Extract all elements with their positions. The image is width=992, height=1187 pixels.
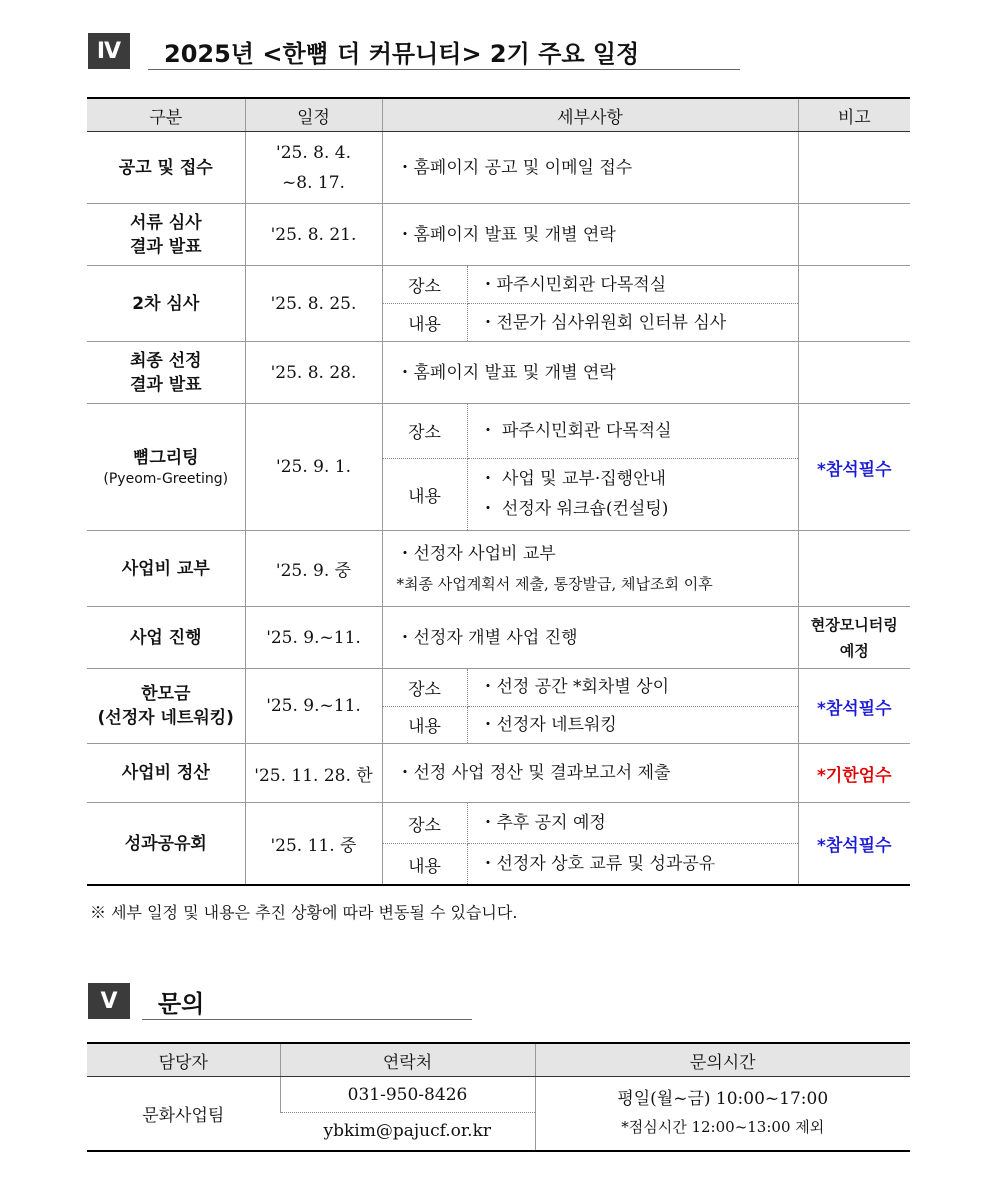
category-line: 뼘그리팅 <box>132 448 199 468</box>
row-category <box>87 404 245 531</box>
contact-table <box>87 1042 910 1152</box>
place-value: ・파주시민회관 다목적실 <box>467 266 798 304</box>
category-line: 한모금 <box>141 684 191 704</box>
section-5-heading <box>88 983 488 1021</box>
place-label: 장소 <box>383 803 468 844</box>
content-value <box>467 458 798 530</box>
header-hours: 문의시간 <box>535 1043 910 1077</box>
date-line: ~8. 17. <box>282 172 345 193</box>
remark-line: 현장모니터링 <box>810 615 898 634</box>
row-category: 사업 진행 <box>87 607 245 669</box>
required-attendance-badge: *참석필수 <box>798 404 910 531</box>
deadline-badge: *기한엄수 <box>798 744 910 803</box>
required-attendance-badge: *참석필수 <box>798 803 910 886</box>
row-date: '25. 11. 28. 한 <box>245 744 382 803</box>
place-value: ・선정 공간 *회차별 상이 <box>467 669 798 706</box>
row-date: '25. 11. 중 <box>245 803 382 886</box>
row-date: '25. 9.~11. <box>245 669 382 744</box>
row-detail <box>382 669 798 744</box>
required-attendance-badge: *참석필수 <box>798 669 910 744</box>
row-detail: ・홈페이지 공고 및 이메일 접수 <box>382 132 798 204</box>
category-english: (Pyeom-Greeting) <box>103 471 229 487</box>
row-category <box>87 204 245 266</box>
row-detail: ・홈페이지 발표 및 개별 연락 <box>382 204 798 266</box>
table-row <box>87 744 910 803</box>
row-detail: ・선정자 개별 사업 진행 <box>382 607 798 669</box>
row-date: '25. 8. 21. <box>245 204 382 266</box>
schedule-footnote: ※ 세부 일정 및 내용은 추진 상황에 따라 변동될 수 있습니다. <box>90 903 518 922</box>
row-remark <box>798 132 910 204</box>
remark-line: 예정 <box>839 641 869 660</box>
detail-subtable <box>383 669 798 743</box>
table-row <box>87 342 910 404</box>
section-4-underline <box>148 69 740 70</box>
category-line: 최종 선정 <box>129 350 202 371</box>
row-remark <box>798 266 910 342</box>
content-label: 내용 <box>383 458 468 530</box>
row-detail: ・선정 사업 정산 및 결과보고서 제출 <box>382 744 798 803</box>
row-date: '25. 8. 28. <box>245 342 382 404</box>
content-label: 내용 <box>383 304 468 342</box>
content-label: 내용 <box>383 844 468 885</box>
section-4-heading <box>88 33 748 71</box>
content-value: ・전문가 심사위원회 인터뷰 심사 <box>479 312 727 333</box>
row-detail: ・홈페이지 발표 및 개별 연락 <box>382 342 798 404</box>
lunch-note: *점심시간 12:00~13:00 제외 <box>621 1118 825 1137</box>
date-line: '25. 8. 4. <box>276 142 351 163</box>
header-date: 일정 <box>245 98 382 132</box>
row-detail <box>382 803 798 886</box>
row-category: 공고 및 접수 <box>87 132 245 204</box>
table-row <box>87 266 910 342</box>
section-5-number: Ⅴ <box>88 983 130 1019</box>
detail-subtable <box>383 404 798 530</box>
section-4-title: 2025년 <한뼘 더 커뮤니티> 2기 주요 일정 <box>164 39 640 68</box>
place-label: 장소 <box>383 669 468 706</box>
section-5-title: 문의 <box>158 989 205 1018</box>
content-line: ・ 사업 및 교부·집행안내 <box>479 469 666 490</box>
content-value: ・선정자 상호 교류 및 성과공유 <box>479 854 716 874</box>
row-remark <box>798 342 910 404</box>
row-remark <box>798 204 910 266</box>
category-line: 서류 심사 <box>129 212 202 233</box>
place-value: ・추후 공지 예정 <box>467 803 798 844</box>
header-remarks: 비고 <box>798 98 910 132</box>
header-manager: 담당자 <box>87 1043 280 1077</box>
header-category: 구분 <box>87 98 245 132</box>
row-category: 사업비 교부 <box>87 531 245 607</box>
contact-phone: 031-950-8426 <box>280 1077 535 1113</box>
row-detail <box>382 266 798 342</box>
header-contact: 연락처 <box>280 1043 535 1077</box>
place-value: ・ 파주시민회관 다목적실 <box>467 404 798 458</box>
category-line: (선정자 네트워킹) <box>97 708 234 728</box>
content-line: ・ 선정자 워크숍(컨설팅) <box>479 499 669 520</box>
detail-subtable <box>383 266 798 341</box>
row-category: 2차 심사 <box>87 266 245 342</box>
place-label: 장소 <box>383 404 468 458</box>
row-category <box>87 669 245 744</box>
contact-team: 문화사업팀 <box>142 1105 225 1126</box>
row-date: '25. 8. 25. <box>245 266 382 342</box>
section-5-underline <box>142 1019 472 1020</box>
table-row <box>87 204 910 266</box>
detail-note: *최종 사업계획서 제출, 통장발급, 체납조회 이후 <box>396 574 713 593</box>
detail-subtable <box>383 803 798 884</box>
contact-email[interactable]: ybkim@pajucf.or.kr <box>323 1121 492 1142</box>
row-date: '25. 9. 1. <box>245 404 382 531</box>
table-row <box>87 607 910 669</box>
content-label: 내용 <box>383 706 468 743</box>
row-date <box>245 132 382 204</box>
schedule-table <box>87 97 910 886</box>
table-row <box>87 132 910 204</box>
category-line: 결과 발표 <box>129 236 202 257</box>
contact-header-row <box>87 1043 910 1077</box>
row-detail <box>382 404 798 531</box>
row-detail <box>382 531 798 607</box>
row-category: 사업비 정산 <box>87 744 245 803</box>
category-line: 결과 발표 <box>129 374 202 395</box>
contact-hours <box>535 1077 910 1151</box>
row-remark <box>798 607 910 669</box>
row-remark <box>798 531 910 607</box>
content-value: ・선정자 네트워킹 <box>479 714 617 735</box>
place-label: 장소 <box>383 266 468 304</box>
table-row <box>87 1077 910 1113</box>
table-row <box>87 404 910 531</box>
section-4-number: Ⅳ <box>88 33 130 69</box>
header-details: 세부사항 <box>382 98 798 132</box>
row-date: '25. 9. 중 <box>245 531 382 607</box>
schedule-header-row <box>87 98 910 132</box>
hours-text: 평일(월~금) 10:00~17:00 <box>617 1089 829 1110</box>
row-date: '25. 9.~11. <box>245 607 382 669</box>
row-category <box>87 342 245 404</box>
row-category: 성과공유회 <box>124 833 207 854</box>
table-row <box>87 669 910 744</box>
table-row <box>87 803 910 886</box>
detail-line: ・선정자 사업비 교부 <box>396 543 556 564</box>
table-row <box>87 531 910 607</box>
